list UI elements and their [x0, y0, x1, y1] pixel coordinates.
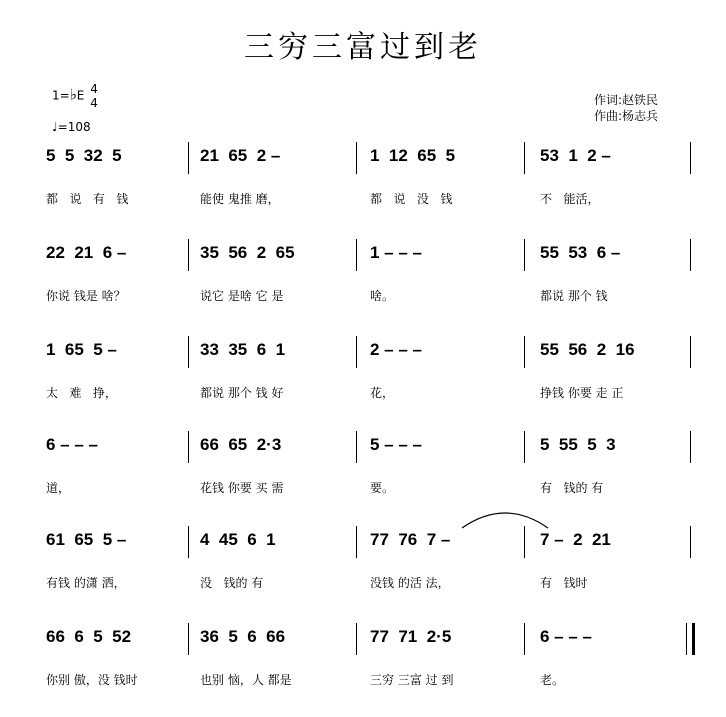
song-title: 三穷三富过到老	[244, 30, 482, 65]
measure-notes: 7 – 2 21	[540, 530, 611, 549]
measure-notes: 6 – – –	[46, 435, 98, 454]
time-unit: 4	[90, 96, 98, 110]
measure-notes: 55 56 2 16	[540, 340, 635, 359]
measure-notes: 22 21 6 –	[46, 243, 127, 262]
lyricist: 作词:赵铁民	[594, 93, 659, 107]
flat-symbol: ♭	[69, 85, 77, 104]
measure-notes: 61 65 5 –	[46, 530, 127, 549]
measure-lyrics: 要。	[370, 481, 395, 495]
measure-notes: 36 5 6 66	[200, 627, 286, 646]
measure-notes: 35 56 2 65	[200, 243, 295, 262]
measure-notes: 4 45 6 1	[200, 530, 276, 549]
measure-notes: 66 65 2·3	[200, 435, 282, 454]
measure-lyrics: 挣钱 你要 走 正	[540, 386, 624, 400]
measure-lyrics: 啥。	[370, 289, 395, 303]
measure-lyrics: 三穷 三富 过 到	[370, 673, 454, 687]
measure-notes: 1 – – –	[370, 243, 422, 262]
measure-lyrics: 你说 钱是 啥？	[46, 289, 126, 303]
measure-lyrics: 花钱 你要 买 需	[200, 481, 284, 495]
measure-notes: 66 6 5 52	[46, 627, 132, 646]
measure-notes: 77 76 7 –	[370, 530, 451, 549]
measure-notes: 33 35 6 1	[200, 340, 286, 359]
measure-notes: 6 – – –	[540, 627, 592, 646]
measure-notes: 1 65 5 –	[46, 340, 117, 359]
time-beats: 4	[90, 82, 98, 96]
measure-notes: 21 65 2 –	[200, 146, 281, 165]
measure-lyrics: 花，	[370, 386, 395, 400]
tie-curve	[462, 513, 548, 528]
composer: 作曲:杨志兵	[594, 109, 659, 123]
measure-lyrics: 没钱 的活 法，	[370, 576, 450, 590]
measure-lyrics: 太 难 挣，	[46, 386, 117, 400]
measure-lyrics: 有 钱时	[540, 576, 588, 590]
measure-lyrics: 说它 是啥 它 是	[200, 289, 284, 303]
measure-notes: 1 12 65 5	[370, 146, 456, 165]
measure-lyrics: 道，	[46, 481, 71, 495]
measure-lyrics: 都 说 没 钱	[370, 192, 453, 206]
measure-lyrics: 老。	[540, 673, 565, 687]
measure-lyrics: 都说 那个 钱 好	[200, 386, 284, 400]
measure-lyrics: 你别 傲，没 钱时	[46, 673, 138, 687]
measure-notes: 53 1 2 –	[540, 146, 611, 165]
measure-lyrics: 都 说 有 钱	[46, 192, 129, 206]
tempo-marking: ♩=108	[52, 120, 91, 134]
measure-notes: 5 55 5 3	[540, 435, 616, 454]
measure-lyrics: 都说 那个 钱	[540, 289, 608, 303]
measure-lyrics: 有 钱的 有	[540, 481, 604, 495]
measure-lyrics: 没 钱的 有	[200, 576, 264, 590]
measure-notes: 77 71 2·5	[370, 627, 452, 646]
key-label: 1=	[52, 88, 70, 103]
key-note: E	[76, 88, 85, 103]
measure-notes: 2 – – –	[370, 340, 422, 359]
measure-lyrics: 不 能活，	[540, 192, 600, 206]
measure-notes: 5 5 32 5	[46, 146, 122, 165]
measure-lyrics: 也别 恼，人 都是	[200, 673, 292, 687]
measure-notes: 55 53 6 –	[540, 243, 621, 262]
measure-notes: 5 – – –	[370, 435, 422, 454]
measure-lyrics: 能使 鬼推 磨，	[200, 192, 280, 206]
measure-lyrics: 有钱 的潇 洒，	[46, 576, 126, 590]
